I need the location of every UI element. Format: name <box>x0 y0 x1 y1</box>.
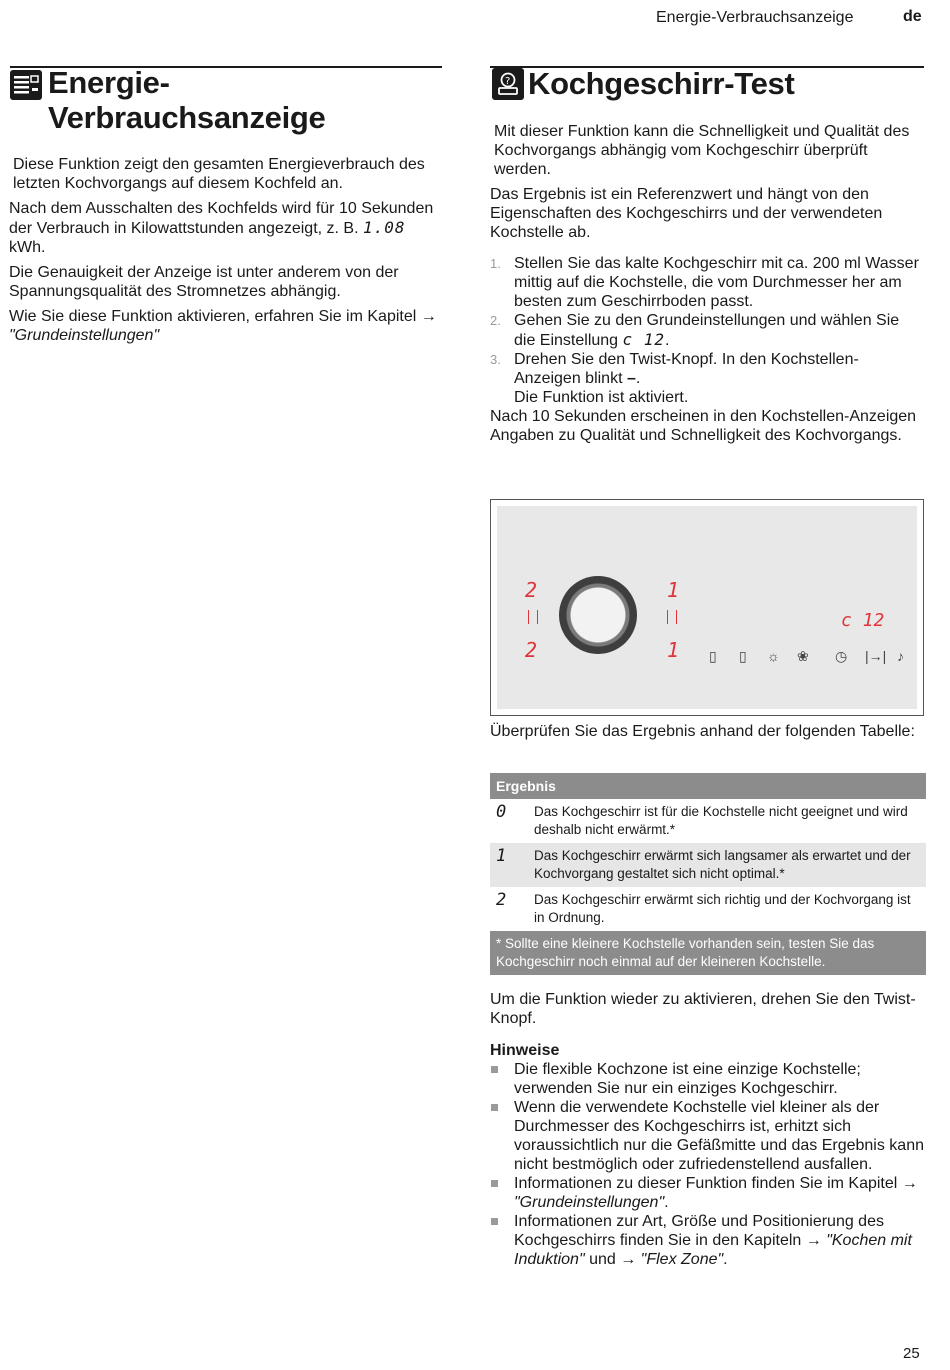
blink-display: – <box>626 370 636 387</box>
zone-slider-right <box>667 610 677 624</box>
right-paragraph-2: Das Ergebnis ist ein Referenzwert und hängt von den Eigenschaften des Kochgeschirrs und der verwendeten Kochstelle ab. <box>490 186 883 241</box>
running-header-title: Energie-Verbrauchsanzeige <box>656 9 854 26</box>
after-steps-paragraph: Nach 10 Sekunden erscheinen in den Kochstellen-Anzeigen Angaben zu Qualität und Schnelligkeit des Kochvorgangs. <box>490 408 917 444</box>
language-code: de <box>903 8 922 25</box>
control-panel-illustration <box>490 499 924 716</box>
arrow-icon: → <box>620 1251 637 1268</box>
table-row <box>490 887 926 931</box>
notes-title: Hinweise <box>490 1042 560 1059</box>
zone-display-right-bottom: 1 <box>667 638 680 662</box>
right-heading: Kochgeschirr-Test <box>528 66 795 101</box>
right-paragraph-1: Mit dieser Funktion kann die Schnelligkeit und Qualität des Kochvorgangs abhängig vom Kochgeschirr überprüft werden. <box>494 123 910 178</box>
left-heading-line1: Energie- <box>48 65 170 100</box>
left-heading <box>48 65 442 135</box>
left-heading-line2: Verbrauchsanzeige <box>48 100 326 135</box>
list-item: Die flexible Kochzone ist eine einzige Kochstelle; verwenden Sie nur ein einziges Kochgeschirr. <box>490 1060 924 1098</box>
table-row <box>490 843 926 887</box>
result-text: Das Kochgeschirr ist für die Kochstelle nicht geeignet und wird deshalb nicht erwärmt.* <box>530 799 926 843</box>
steps-list <box>490 254 924 407</box>
left-body <box>9 155 441 351</box>
left-paragraph-4: Wie Sie diese Funktion aktivieren, erfahren Sie im Kapitel → "Grundeinstellungen" <box>9 308 437 344</box>
table-row <box>490 799 926 843</box>
fan-icon[interactable]: ❀ <box>797 648 809 664</box>
table-footnote: * Sollte eine kleinere Kochstelle vorhanden sein, testen Sie das Kochgeschirr noch einmal auf der kleineren Kochstelle. <box>490 931 926 975</box>
left-paragraph-2: Nach dem Ausschalten des Kochfelds wird für 10 Sekunden der Verbrauch in Kilowattstunden angezeigt, z. B. 1.08 kWh. <box>9 200 434 256</box>
notes-list <box>490 1060 924 1269</box>
bell-icon[interactable]: ♪ <box>897 648 904 664</box>
list-item: Informationen zu dieser Funktion finden Sie im Kapitel → "Grundeinstellungen". <box>490 1174 924 1212</box>
timer-icon[interactable]: ◷ <box>835 648 848 664</box>
control-panel-surface <box>497 506 917 709</box>
result-symbol: 0 <box>490 799 530 843</box>
light-icon[interactable]: ☼ <box>767 648 780 664</box>
link-grundeinstellungen[interactable]: "Grundeinstellungen" <box>9 327 160 344</box>
notes-section <box>490 1041 924 1269</box>
result-table-wrapper <box>490 773 926 975</box>
zone-display-left-bottom: 2 <box>525 638 538 662</box>
bullet-icon <box>491 1066 498 1073</box>
bullet-icon <box>491 1104 498 1111</box>
energy-meter-icon <box>10 70 42 100</box>
table-header: Ergebnis <box>490 773 926 799</box>
arrow-icon: → <box>805 1232 822 1249</box>
right-body <box>490 122 924 451</box>
step-1: 1. Stellen Sie das kalte Kochgeschirr mit ca. 200 ml Wasser mittig auf die Kochstelle, die vom Durchmesser her am besten zum Geschirrboden passt. <box>490 255 919 310</box>
left-paragraph-1: Diese Funktion zeigt den gesamten Energieverbrauch des letzten Kochvorgangs auf diesem Kochfeld an. <box>13 156 425 192</box>
setting-display: c 12 <box>622 330 666 349</box>
arrow-icon: → <box>420 308 437 325</box>
arrow-icon: → <box>901 1175 918 1192</box>
svg-text:?: ? <box>505 76 511 87</box>
zone-display-right-top: 1 <box>667 578 680 602</box>
step-2: 2. Gehen Sie zu den Grundeinstellungen und wählen Sie die Einstellung c 12. <box>490 312 900 349</box>
booster-icon[interactable]: ▯ <box>739 648 747 664</box>
kwh-display-value: 1.08 <box>363 218 406 237</box>
page-number: 25 <box>903 1345 920 1362</box>
cookware-test-icon <box>492 68 524 100</box>
table-intro: Überprüfen Sie das Ergebnis anhand der folgenden Tabelle: <box>490 723 915 740</box>
result-text: Das Kochgeschirr erwärmt sich langsamer als erwartet und der Kochvorgang gestaltet sich nicht optimal.* <box>530 843 926 887</box>
list-item: Informationen zur Art, Größe und Positionierung des Kochgeschirrs finden Sie in den Kapiteln → "Kochen mit Induktion" und → "Flex Zone". <box>490 1212 924 1269</box>
booster-icon[interactable]: ▯ <box>709 648 717 664</box>
settings-display: c 12 <box>841 610 885 631</box>
left-paragraph-3: Die Genauigkeit der Anzeige ist unter anderem von der Spannungsqualität des Stromnetzes abhängig. <box>9 264 399 300</box>
bullet-icon <box>491 1180 498 1187</box>
link-grundeinstellungen[interactable]: "Grundeinstellungen" <box>514 1194 665 1211</box>
link-flex-zone[interactable]: "Flex Zone" <box>640 1251 724 1268</box>
twist-knob[interactable] <box>559 576 637 654</box>
step-3-result: Die Funktion ist aktiviert. <box>514 389 689 406</box>
result-table <box>490 773 926 975</box>
time-icon[interactable]: |→| <box>865 648 887 664</box>
result-symbol: 1 <box>490 843 530 887</box>
zone-slider-left <box>528 610 538 624</box>
reactivate-paragraph: Um die Funktion wieder zu aktivieren, drehen Sie den Twist-Knopf. <box>490 991 916 1027</box>
link-kochen-mit-induktion[interactable]: "Kochen mit Induktion" <box>514 1232 912 1268</box>
bullet-icon <box>491 1218 498 1225</box>
list-item: Wenn die verwendete Kochstelle viel kleiner als der Durchmesser des Kochgeschirrs ist, erhitzt sich voraussichtlich nur die Gefäßmitte und das Ergebnis kann nicht bestmöglich oder zufriedenstellend ausfallen. <box>490 1098 924 1174</box>
result-text: Das Kochgeschirr erwärmt sich richtig und der Kochvorgang ist in Ordnung. <box>530 887 926 931</box>
result-symbol: 2 <box>490 887 530 931</box>
step-3: 3. Drehen Sie den Twist-Knopf. In den Kochstellen-Anzeigen blinkt –. Die Funktion ist aktiviert. <box>490 351 859 406</box>
zone-display-left-top: 2 <box>525 578 538 602</box>
